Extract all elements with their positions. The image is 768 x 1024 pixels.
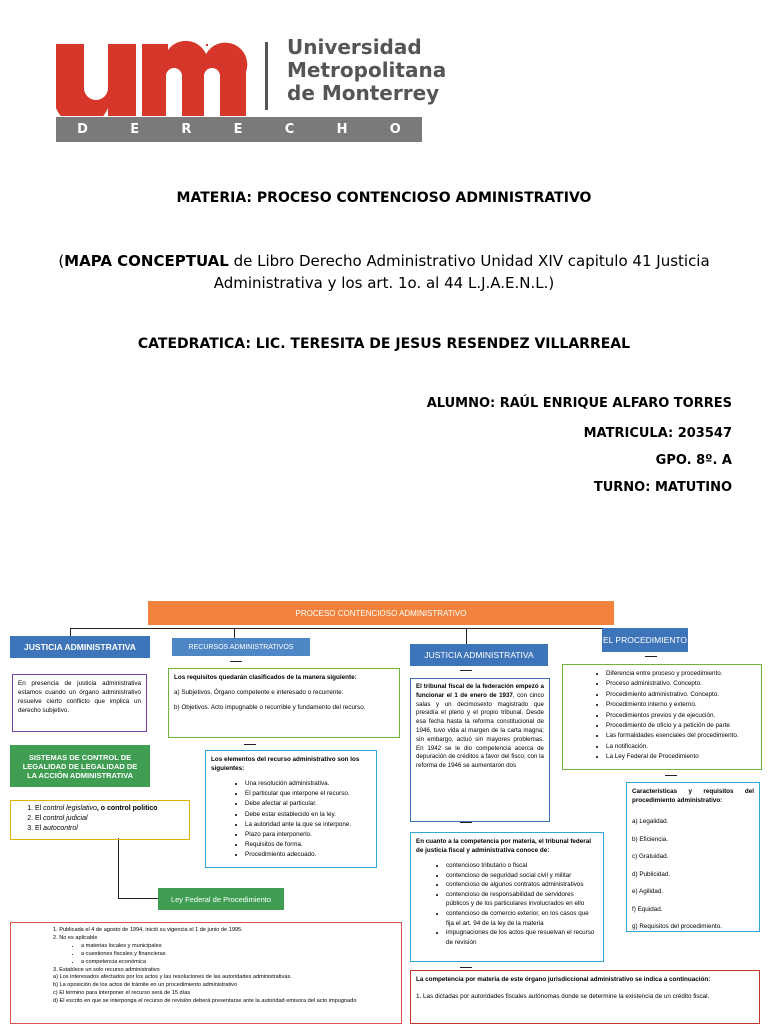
procedimiento-item: • La Ley Federal de Procedimiento (606, 752, 756, 762)
caracteristicas-title: Características y requisitos del procedimiento administrativo: (632, 788, 754, 804)
elementos-item: • Una resolución administrativa. (245, 779, 371, 789)
requisitos-title: Los requisitos quedarán clasificados de la manera siguiente: (174, 674, 357, 681)
sistema-pre: El (35, 815, 44, 822)
sistema-em: autocontrol (43, 825, 78, 832)
connector (234, 628, 235, 638)
ley-sub-item: • a cuestiones fiscales y financieras (81, 951, 393, 959)
elementos-title: Los elementos del recurso administrativo son los siguientes: (211, 756, 360, 772)
tribunal-bold: El tribunal fiscal de la federación empezó a funcionar el 1 de enero de 1937 (416, 683, 544, 699)
sistema-post: , o control politico (96, 805, 158, 812)
ley-line: 2. No es aplicable (53, 934, 98, 941)
sistema-pre: El (35, 805, 44, 812)
ley-sub-item: • a materias locales y municipales (81, 943, 393, 951)
sistema-item (35, 824, 185, 834)
tribunal-rest: , con cinco salas y un decimosexto magistrado que presidía el pleno y el propio tribunal. Desde esa fecha hasta la reforma constitucional de 1946, tuvo vida al margen de la carta magna; sin embargo, actuó sin mayores problemas. En 1942 se le dio competencia acerca de depuración de créditos a favor del fisco; con la reforma de 1946 se aumentaron dos (416, 691, 544, 770)
procedimiento-item: • La notificación. (606, 742, 756, 752)
caracteristica-item: d) Publicidad. (632, 870, 671, 878)
ley-line: 1. Publicada el 4 de agosto de 1994, inició su vigencia el 1 de junio de 1995. (53, 927, 243, 933)
caracteristica-item: c) Gratuidad. (632, 853, 669, 860)
derecho-bar (56, 117, 422, 142)
ley-line: a) Los interesados afectados por los actos y las resoluciones de las autoridades administrativas. (53, 974, 292, 981)
elementos-item: • Requisitos de forma. (245, 840, 371, 850)
elementos-item: • La autoridad ante la que se interpone. (245, 820, 371, 830)
elementos-item: • Plazo para interponerlo. (245, 830, 371, 840)
requisitos-box (168, 668, 400, 738)
procedimiento-item: • Procedimientos previos y de ejecución. (606, 711, 756, 721)
connector (118, 898, 158, 899)
justicia-left-text: En presencia de justicia administrativa estamos cuando un órgano administrativo resuelve cierto conflicto que implica un derecho subjetivo. (12, 674, 147, 732)
sistema-em: control legislativo (43, 805, 97, 812)
procedimiento-item: • Procedimiento de oficio y a petición de parte (606, 721, 756, 731)
competencia-item: • contencioso de seguridad social civil y militar (446, 871, 598, 881)
caracteristica-item: e) Agilidad. (632, 888, 664, 895)
competencia-item: • impugnaciones de los actos que resuelvan el recurso de revisión (446, 928, 598, 947)
ley-federal-header: Ley Federal de Procedimiento (158, 888, 284, 910)
procedimiento-item: • Procedimiento interno y externo. (606, 700, 756, 710)
procedimiento-item: • Las formalidades esenciales del procedimiento. (606, 731, 756, 741)
subtitle-bold: MAPA CONCEPTUAL (64, 252, 229, 270)
umm-logo-mark (56, 40, 256, 116)
procedimiento-item: • Diferencia entre proceso y procedimiento. (606, 669, 756, 679)
procedimiento-item: • Procedimiento administrativo. Concepto. (606, 690, 756, 700)
tribunal-box (410, 678, 550, 822)
sistema-em: control judicial (43, 815, 88, 822)
ley-sub-item: • a competencia económica (81, 959, 393, 967)
connector (460, 967, 472, 968)
bar-letter: R (181, 122, 192, 137)
procedimiento-header: EL PROCEDIMIENTO (602, 628, 688, 652)
bar-letter: E (233, 122, 243, 137)
university-line-1: Universidad (287, 35, 422, 59)
connector (244, 744, 256, 745)
elementos-item: • Procedimiento adecuado. (245, 850, 371, 860)
sistemas-header: SISTEMAS DE CONTROL DE LEGALIDAD DE LEGALIDAD DE LA ACCIÓN ADMINISTRATIVA (10, 745, 150, 787)
caracteristica-item: b) Eficiencia. (632, 835, 669, 843)
justicia-left-header: JUSTICIA ADMINISTRATIVA (10, 636, 150, 658)
competencia-item: • contencioso de algunos contratos administrativos (446, 880, 598, 890)
connector (460, 670, 472, 671)
competencia-bottom-box (410, 970, 760, 1024)
alumno: ALUMNO: RAÚL ENRIQUE ALFARO TORRES (426, 396, 732, 411)
bar-letter: H (336, 122, 348, 137)
university-line-3: de Monterrey (287, 81, 440, 105)
turno: TURNO: MATUTINO (593, 480, 732, 495)
bar-letter: C (284, 122, 295, 137)
procedimiento-list-box (562, 664, 762, 770)
catedratica: CATEDRATICA: LIC. TERESITA DE JESUS RESENDEZ VILLARREAL (137, 336, 631, 352)
justicia-center-header: JUSTICIA ADMINISTRATIVA (410, 644, 548, 666)
competencia-item: • contencioso de comercio exterior, en los casos que fija el art. 94 de la ley de la materia (446, 909, 598, 928)
connector (70, 628, 640, 629)
requisitos-item: a) Subjetivos. Órgano competente e interesado o recurrente. (174, 689, 344, 696)
logo-divider (265, 42, 268, 110)
ley-federal-box (10, 922, 402, 1024)
ley-line: b) La oposición de los actos de trámite en un procedimiento administrativo (53, 982, 238, 989)
competencia-title: En cuanto a la competencia por materia, el tribunal federal de justicia fiscal y administrativa conoce de: (416, 838, 591, 854)
subtitle-open-paren: ( (58, 252, 65, 270)
materia-title: MATERIA: PROCESO CONTENCIOSO ADMINISTRATIVO (176, 190, 592, 206)
subtitle-rest: de Libro Derecho Administrativo Unidad XIV capitulo 41 Justicia (228, 252, 710, 270)
university-line-2: Metropolitana (287, 58, 447, 82)
ley-line: d) El escrito en que se interponga el recurso de revisión deberá presentarse ante la autoridad emisora del acto impugnado (53, 998, 357, 1005)
connector (460, 822, 472, 823)
matricula: MATRICULA: 203547 (583, 426, 732, 441)
sistemas-list (10, 800, 190, 840)
elementos-box (205, 750, 377, 868)
caracteristicas-box (626, 782, 760, 932)
bar-letter: D (77, 122, 88, 137)
connector (645, 656, 657, 657)
connector (230, 661, 242, 662)
root-node: PROCESO CONTENCIOSO ADMINISTRATIVO (148, 601, 614, 625)
competencia-bottom-title: La competencia por materia de este órgano jurisdiccional administrativo se indica a continuación: (416, 976, 711, 983)
grupo: GPO. 8º. A (655, 453, 732, 468)
competencia-item: • contencioso tributario o fiscal (446, 861, 598, 871)
sistema-pre: El (35, 825, 44, 832)
competencia-bottom-text: 1. Las dictadas por autoridades fiscales autónomas donde se determine la existencia de un crédito fiscal. (416, 993, 710, 1000)
subtitle-line-1 (0, 252, 768, 270)
recursos-header: RECURSOS ADMINISTRATIVOS (172, 638, 310, 656)
ley-line: c) El término para interponer el recurso será de 15 días (53, 990, 191, 997)
caracteristica-item: a) Legalidad. (632, 818, 669, 825)
sistema-item (35, 814, 185, 824)
caracteristica-item: f) Equidad. (632, 905, 663, 913)
connector (118, 838, 119, 898)
caracteristica-item: g) Requisitos del procedimiento. (632, 923, 722, 930)
competencia-item: • contencioso de responsabilidad de servidores públicos y de los particulares involucrados en ello (446, 890, 598, 909)
connector (466, 628, 467, 644)
sistema-item (35, 804, 185, 814)
ley-line: 3. Establece un solo recurso administrativo (53, 966, 160, 973)
elementos-item: • El particular que interpone el recurso. (245, 789, 371, 799)
elementos-item: • Debe estar establecido en la ley. (245, 810, 371, 820)
connector (70, 628, 71, 636)
competencia-box (410, 832, 604, 962)
university-name (287, 36, 487, 105)
procedimiento-item: • Proceso administrativo. Concepto. (606, 679, 756, 689)
elementos-item: • Debe afectar al particular. (245, 799, 371, 809)
subtitle-line-2: Administrativa y los art. 1o. al 44 L.J.A.E.N.L.) (213, 274, 555, 292)
bar-letter: O (389, 122, 401, 137)
requisitos-item: b) Objetivos. Acto impugnable o recurrible y fundamento del recurso. (174, 704, 366, 711)
bar-letter: E (130, 122, 140, 137)
connector (665, 775, 677, 776)
